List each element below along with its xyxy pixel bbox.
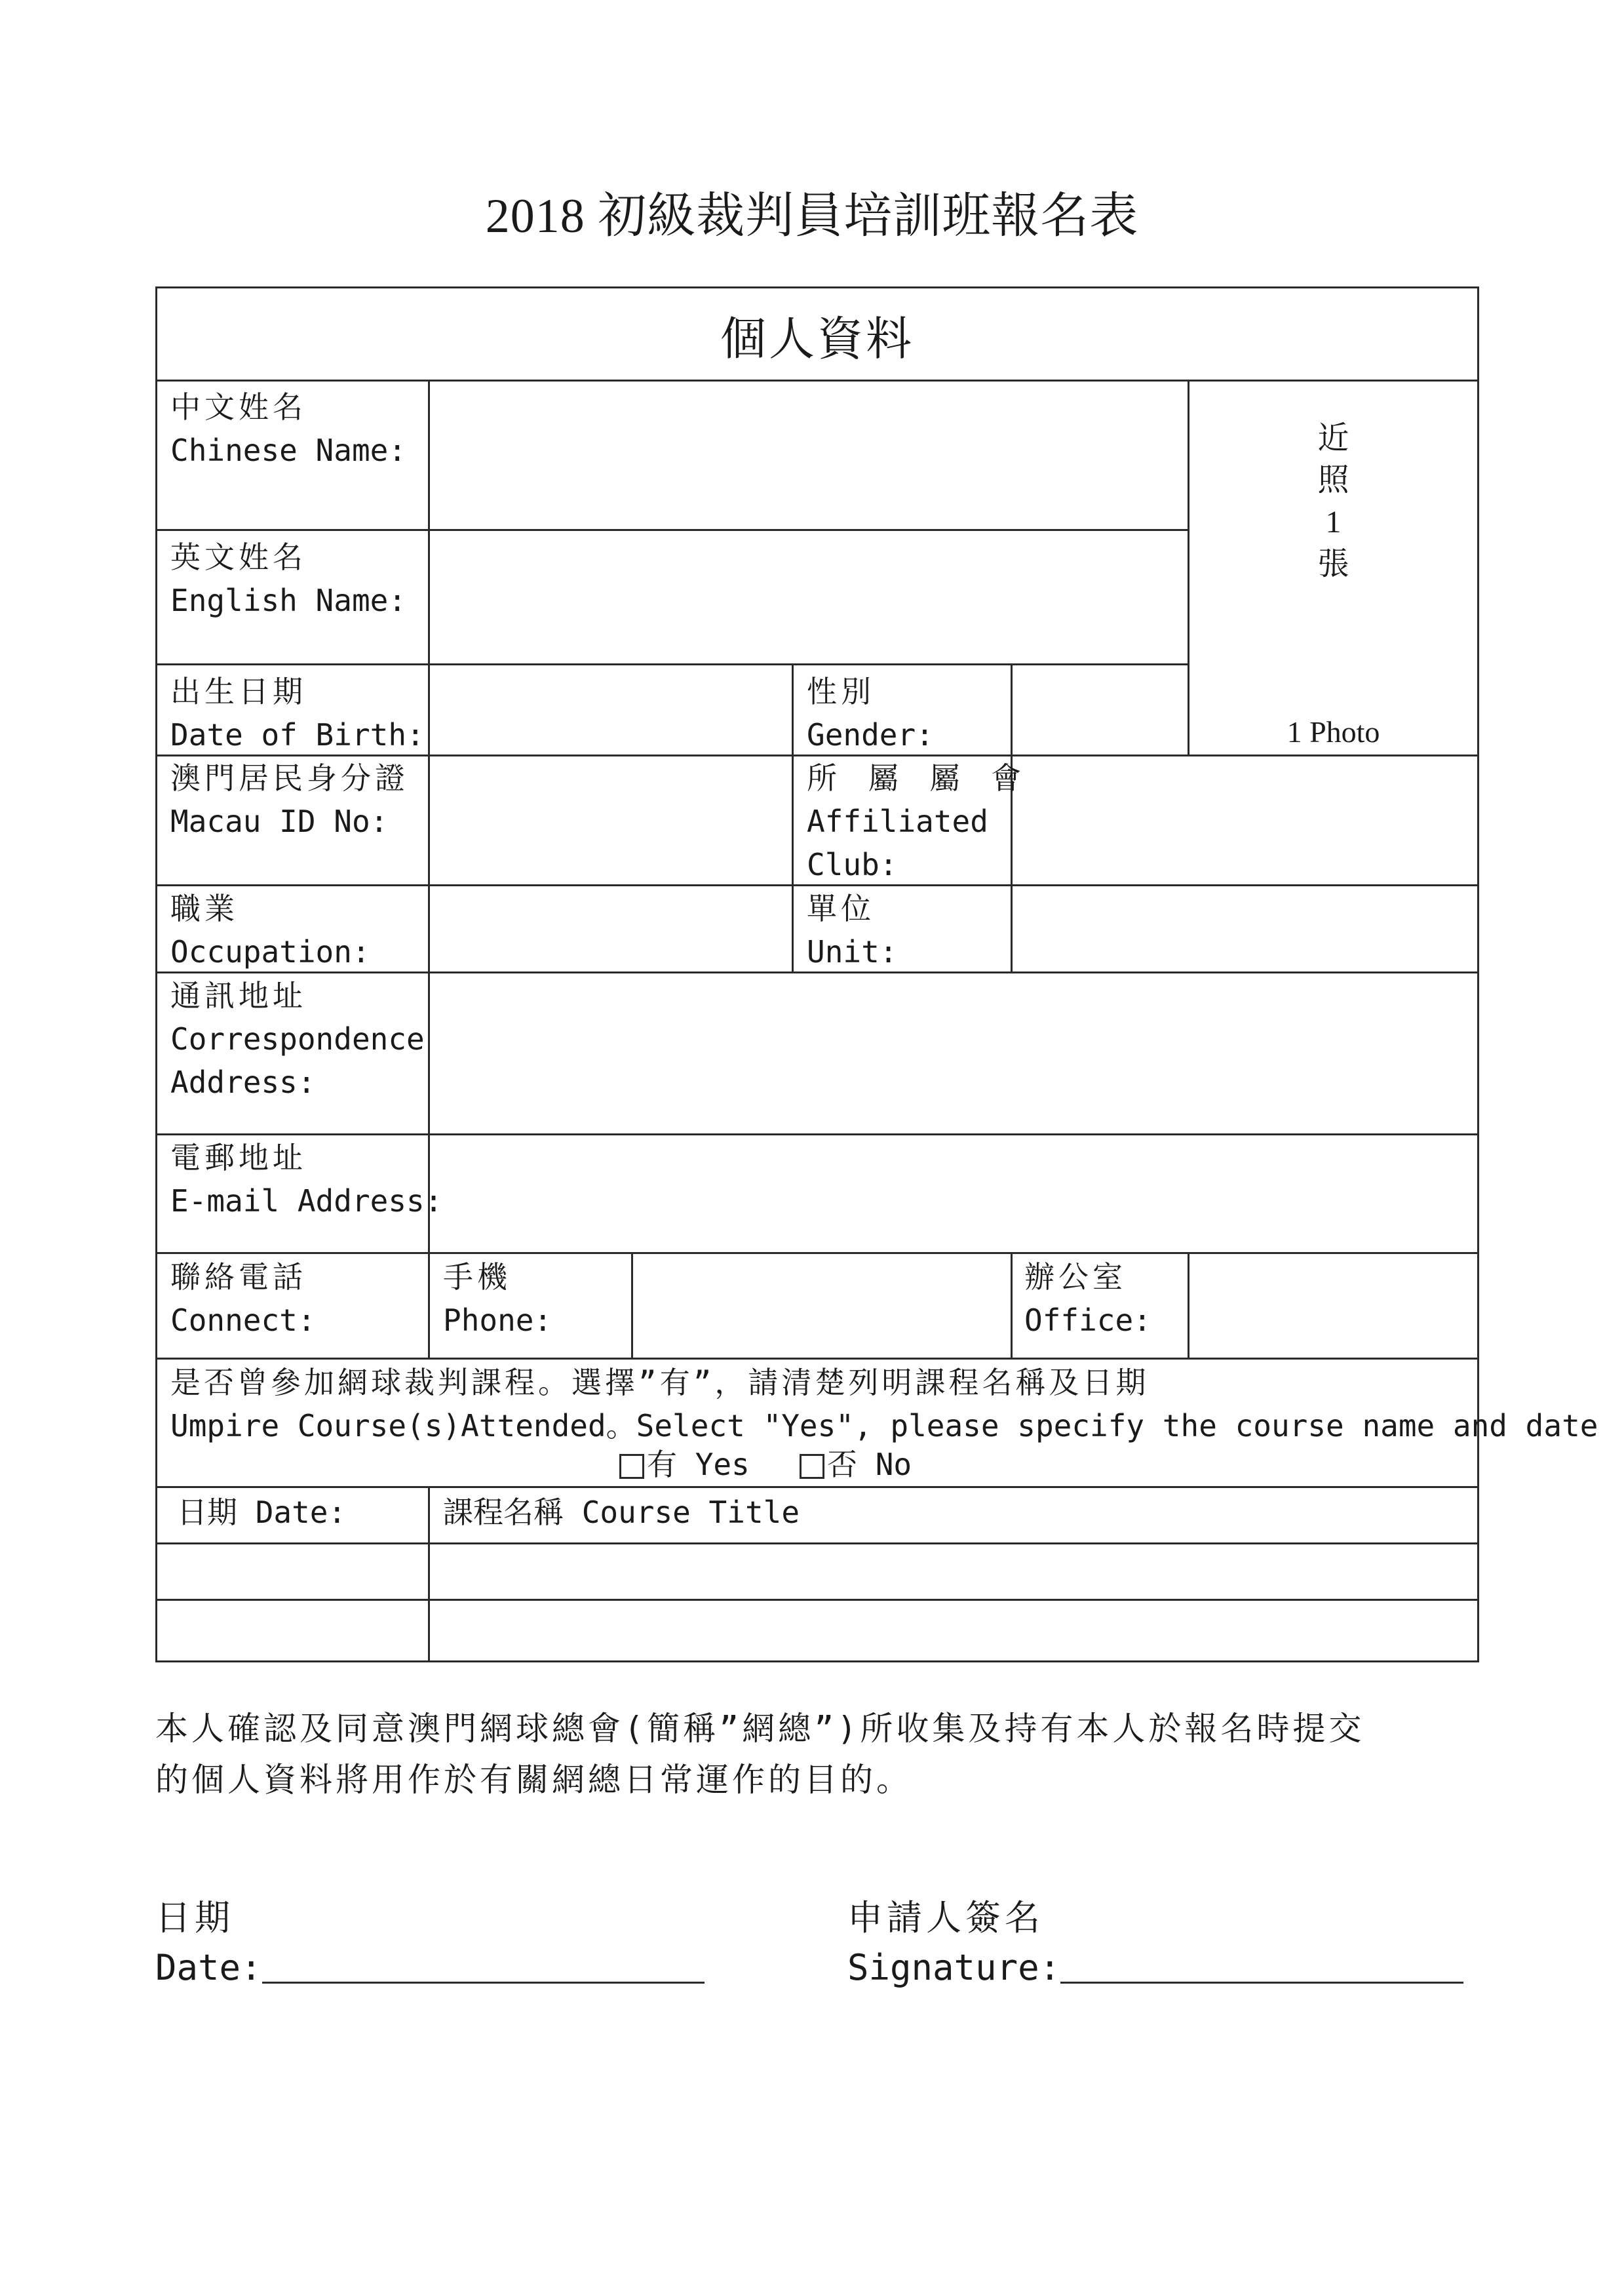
- course-date-cell[interactable]: [157, 1544, 428, 1599]
- photo-label-zh: [1189, 418, 1477, 585]
- occupation-field[interactable]: [430, 886, 792, 971]
- unit-label-zh: 單位: [807, 891, 875, 926]
- english-name-label-en: English Name:: [170, 583, 407, 618]
- consent-line: 的個人資料將用作於有關網總日常運作的目的。: [155, 1761, 912, 1799]
- affiliated-club-label-en: Club:: [807, 847, 898, 882]
- address-label-en: Correspondence: [170, 1021, 425, 1057]
- email-label-zh: 電郵地址: [170, 1140, 307, 1175]
- no-checkbox[interactable]: [800, 1454, 824, 1479]
- consent-line: 本人確認及同意澳門網球總會(簡稱”網總”)所收集及持有本人於報名時提交: [155, 1710, 1365, 1748]
- office-label: [1024, 1255, 1151, 1342]
- chinese-name-label-en: Chinese Name:: [170, 433, 407, 468]
- unit-field[interactable]: [1013, 886, 1477, 971]
- signature-line[interactable]: [1060, 1944, 1463, 1984]
- grid-line: [157, 1358, 1477, 1360]
- photo-placeholder: [1189, 382, 1477, 756]
- yes-label: 有 Yes: [647, 1447, 750, 1482]
- occupation-label-en: Occupation:: [170, 934, 370, 970]
- chinese-name-label-zh: 中文姓名: [170, 389, 307, 425]
- date-label-zh: 日期: [155, 1897, 234, 1938]
- office-field[interactable]: [1189, 1254, 1477, 1358]
- yes-option[interactable]: [619, 1443, 750, 1486]
- mobile-label: [443, 1255, 552, 1342]
- grid-line: [1011, 1252, 1013, 1358]
- chinese-name-field[interactable]: [430, 382, 1188, 529]
- course-date-header: 日期 Date:: [177, 1495, 347, 1530]
- macau-id-label: [170, 756, 409, 843]
- course-title-header: 課程名稱 Course Title: [443, 1495, 800, 1530]
- email-label: [170, 1136, 442, 1223]
- photo-char: 1: [1325, 505, 1342, 539]
- grid-line: [792, 663, 794, 971]
- date-signature-block: [155, 1893, 705, 1993]
- signature-label-en: Signature:: [847, 1947, 1061, 1988]
- no-label: 否 No: [827, 1447, 912, 1482]
- date-line[interactable]: [262, 1944, 705, 1984]
- affiliated-club-label-en: Affiliated: [807, 804, 988, 839]
- personal-info-form: [155, 286, 1598, 1662]
- macau-id-label-en: Macau ID No:: [170, 804, 389, 839]
- course-title-cell[interactable]: [430, 1601, 1477, 1660]
- contact-label-zh: 聯絡電話: [170, 1259, 307, 1295]
- contact-label-en: Connect:: [170, 1303, 316, 1338]
- course-title-cell[interactable]: [430, 1544, 1477, 1599]
- gender-label-zh: 性別: [807, 674, 875, 709]
- english-name-label-zh: 英文姓名: [170, 539, 307, 575]
- gender-field[interactable]: [1013, 665, 1188, 755]
- macau-id-label-zh: 澳門居民身分證: [170, 760, 409, 796]
- applicant-signature-block: [847, 1893, 1463, 1993]
- affiliated-club-field[interactable]: [1013, 756, 1477, 884]
- office-label-zh: 辦公室: [1024, 1259, 1127, 1295]
- mobile-field[interactable]: [633, 1254, 1011, 1358]
- email-label-en: E-mail Address:: [170, 1183, 443, 1219]
- photo-char: 照: [1317, 463, 1349, 498]
- unit-label: [807, 887, 897, 973]
- form-title: 2018 初級裁判員培訓班報名表: [485, 189, 1139, 243]
- mobile-label-zh: 手機: [443, 1259, 511, 1295]
- contact-label: [170, 1255, 316, 1342]
- signature-label-zh: 申請人簽名: [847, 1897, 1044, 1938]
- office-label-en: Office:: [1024, 1303, 1151, 1338]
- photo-char: 張: [1317, 547, 1349, 581]
- course-date-cell[interactable]: [157, 1601, 428, 1660]
- email-field[interactable]: [430, 1135, 1477, 1252]
- occupation-label-zh: 職業: [170, 891, 239, 926]
- occupation-label: [170, 887, 370, 973]
- photo-char: 近: [1317, 421, 1349, 456]
- gender-label: [807, 670, 934, 756]
- dob-field[interactable]: [430, 665, 792, 755]
- no-option[interactable]: [800, 1443, 912, 1486]
- unit-label-en: Unit:: [807, 934, 898, 970]
- english-name-label: [170, 536, 406, 622]
- affiliated-club-label: [807, 756, 1028, 886]
- course-question-zh: 是否曾參加網球裁判課程。選擇”有”，請清楚列明課程名稱及日期: [170, 1365, 1150, 1400]
- english-name-field[interactable]: [430, 531, 1188, 663]
- consent-statement: [155, 1703, 1486, 1805]
- grid-line: [157, 1486, 1477, 1488]
- gender-label-en: Gender:: [807, 717, 934, 753]
- chinese-name-label: [170, 385, 406, 472]
- course-question: [170, 1361, 1598, 1447]
- dob-label-en: Date of Birth:: [170, 717, 425, 753]
- date-label-en: Date:: [155, 1947, 262, 1988]
- address-field[interactable]: [430, 973, 1477, 1133]
- address-label-zh: 通訊地址: [170, 978, 307, 1013]
- macau-id-field[interactable]: [430, 756, 792, 884]
- photo-label-en: 1 Photo: [1286, 715, 1380, 749]
- course-question-en: Umpire Course(s)Attended。Select "Yes", please specify the course name and date: [170, 1408, 1598, 1443]
- address-label-en: Address:: [170, 1065, 316, 1100]
- mobile-label-en: Phone:: [443, 1303, 552, 1338]
- dob-label-zh: 出生日期: [170, 674, 307, 709]
- yes-checkbox[interactable]: [619, 1454, 644, 1479]
- affiliated-club-label-zh: 所 屬 屬 會: [807, 760, 1028, 796]
- address-label: [170, 974, 425, 1104]
- section-heading: 個人資料: [720, 314, 914, 365]
- dob-label: [170, 670, 425, 756]
